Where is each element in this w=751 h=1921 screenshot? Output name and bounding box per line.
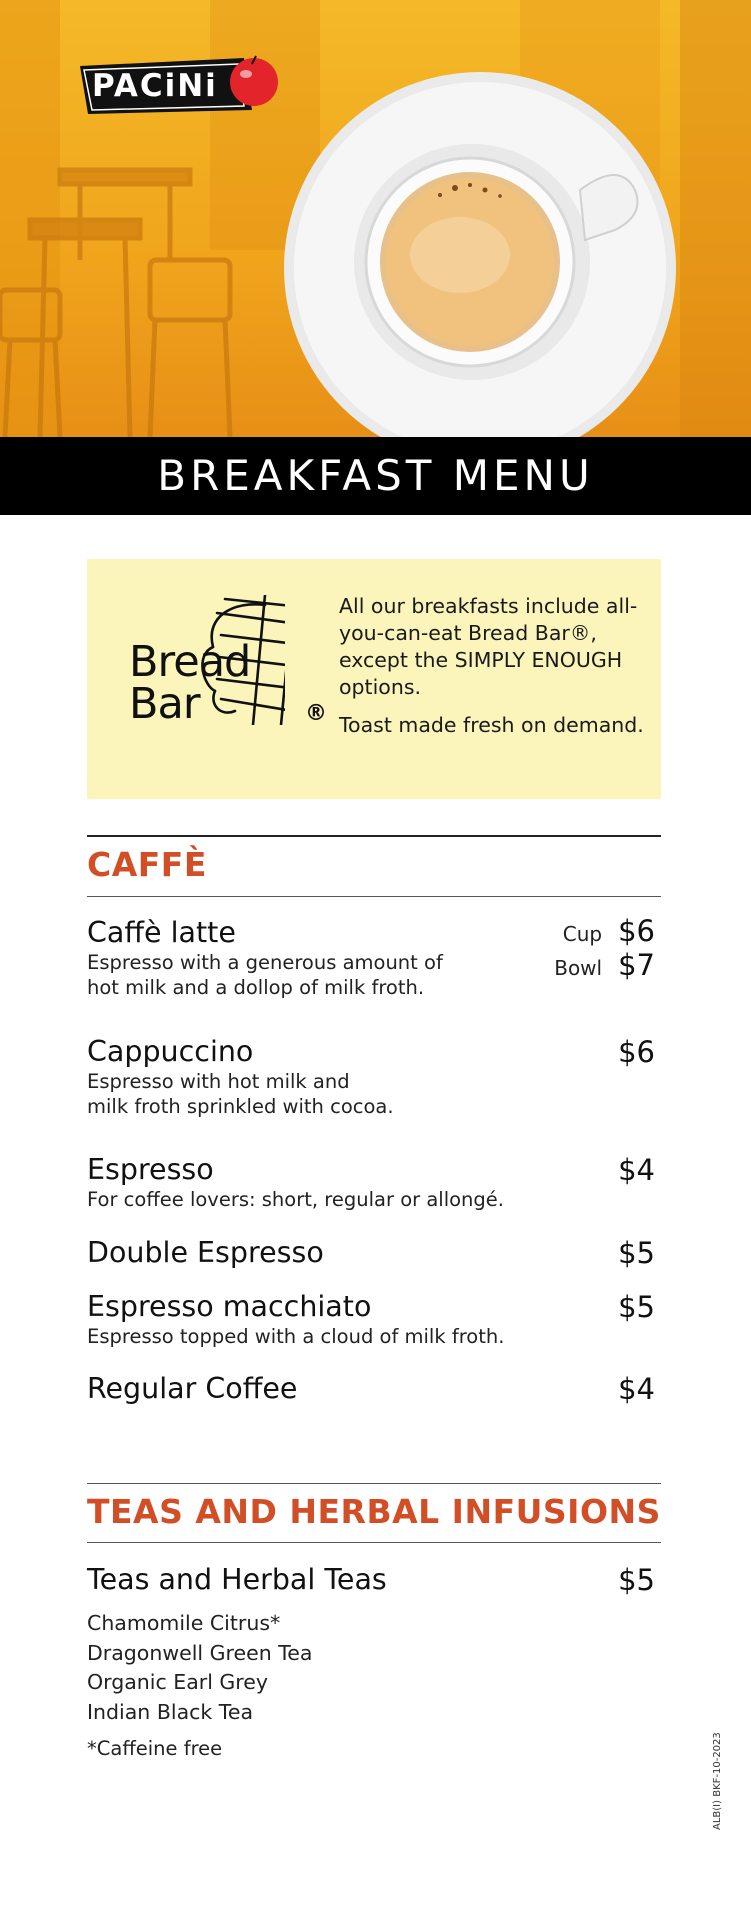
item-name: Espresso [87, 1153, 214, 1186]
menu-item [87, 1153, 655, 1212]
menu-item [87, 1035, 655, 1119]
item-name: Teas and Herbal Teas [87, 1563, 387, 1596]
tea-variety: Chamomile Citrus* [87, 1611, 281, 1635]
bread-bar-logo-line1: Bread [129, 637, 251, 687]
logo-wordmark: PACiNi [92, 68, 218, 104]
caffeine-footnote: *Caffeine free [87, 1737, 223, 1760]
item-description-line: Espresso with a generous amount of [87, 951, 443, 974]
document-code-text: ALB(I) BKF-10-2023 [712, 1732, 723, 1830]
item-description-line: Espresso topped with a cloud of milk froth. [87, 1325, 505, 1348]
bread-bar-description [339, 593, 649, 739]
section-divider [87, 1483, 661, 1484]
section-title-caffe: CAFFÈ [87, 845, 207, 884]
section-divider [87, 896, 661, 897]
item-name: Double Espresso [87, 1236, 324, 1269]
size-price-row [563, 914, 655, 951]
size-label: Bowl [554, 956, 603, 980]
item-name: Caffè latte [87, 916, 236, 949]
menu-item [87, 1290, 655, 1349]
item-name: Espresso macchiato [87, 1290, 372, 1323]
hero-image [0, 0, 751, 437]
menu-item [87, 916, 655, 1000]
item-price: $4 [618, 1372, 655, 1406]
section-divider [87, 1542, 661, 1543]
item-price: $5 [618, 1290, 655, 1324]
menu-item [87, 1372, 655, 1406]
title-banner [0, 437, 751, 515]
size-label: Cup [562, 922, 603, 946]
item-description [87, 1069, 655, 1119]
bread-bar-logo-text [129, 637, 251, 729]
bread-bar-paragraph: Toast made fresh on demand. [339, 713, 644, 737]
item-price: $5 [618, 1563, 655, 1597]
page-title: BREAKFAST MENU [157, 451, 594, 500]
section-divider [87, 835, 661, 837]
item-name: Regular Coffee [87, 1372, 298, 1405]
item-description-line: hot milk and a dollop of milk froth. [87, 976, 425, 999]
menu-item [87, 1236, 655, 1270]
item-price: $6 [618, 914, 655, 948]
tea-variety: Indian Black Tea [87, 1699, 254, 1724]
item-name: Cappuccino [87, 1035, 254, 1068]
section-title-teas: TEAS AND HERBAL INFUSIONS [87, 1492, 661, 1531]
menu-item [87, 1563, 655, 1760]
item-price: $7 [618, 948, 655, 982]
bread-bar-paragraph: All our breakfasts include all-you-can-eat Bread Bar®, except the SIMPLY ENOUGH options. [339, 594, 638, 699]
item-description-line: Espresso with hot milk and [87, 1070, 350, 1093]
registered-mark: ® [305, 701, 327, 726]
size-price-row [554, 948, 655, 985]
tea-variety: Organic Earl Grey [87, 1670, 269, 1694]
tea-variety: Dragonwell Green Tea [87, 1640, 313, 1665]
bread-bar-info-box [87, 559, 661, 799]
item-description-line: For coffee lovers: short, regular or allongé. [87, 1188, 504, 1211]
item-price: $4 [618, 1153, 655, 1187]
tea-variety-list [87, 1609, 655, 1727]
item-description [87, 1187, 655, 1212]
item-description [87, 1324, 655, 1349]
item-price: $6 [618, 1035, 655, 1069]
item-price: $5 [618, 1236, 655, 1270]
bread-bar-logo-line2: Bar [129, 679, 200, 729]
item-description-line: milk froth sprinkled with cocoa. [87, 1095, 394, 1118]
